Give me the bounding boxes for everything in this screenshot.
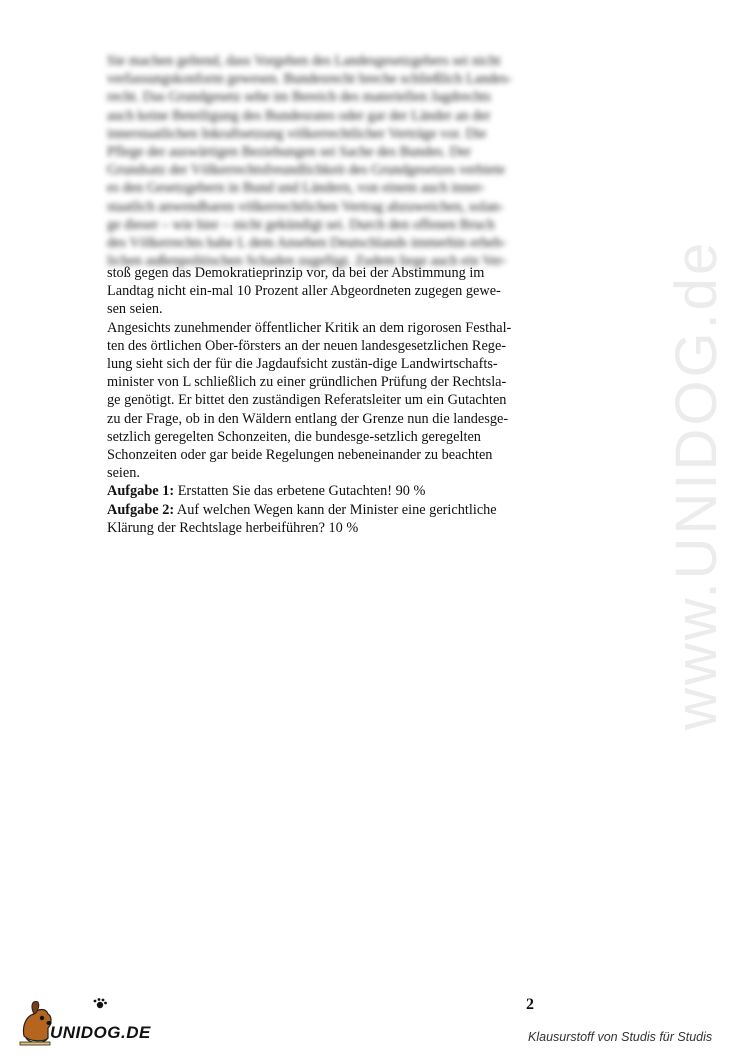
paragraph-line: minister von L schließlich zu einer gründlichen Prüfung der Rechtsla- [107,374,507,391]
document-body [107,264,537,537]
task-2-continued: Klärung der Rechtslage herbeiführen? 10 % [107,519,359,536]
footer-slogan: Klausurstoff von Studis für Studis [528,1030,713,1044]
task-2-label: Aufgabe 2: [107,501,175,518]
paragraph-line: ge genötigt. Er bittet den zuständigen Referatsleiter um ein Gutachten [107,392,507,409]
blurred-text-block: Sie machen geltend, dass Vorgehen des Landesgesetzgebers sei nicht verfassungskonform gewesen. Bundesrecht breche schließlich Landes- recht. Das Grundgesetz sehe im Bereich des materiellen Jagdrechts auch keine Beteiligung des Bundesrates oder gar der Länder an der innerstaatlichen Inkraftsetzung völkerrechtlicher Verträge vor. Die Pflege der auswärtigen Beziehungen sei Sache des Bundes. Der Grundsatz der Völkerrechtsfreundlichkeit des Grundgesetzes verbiete es den Gesetzgebern in Bund und Ländern, von einem auch inner- staatlich anwendbaren völkerrechtlichen Vertrag abzuweichen, solan- ge dieser – wie hier – nicht gekündigt sei. Durch den offenen Bruch des Völkerrechts habe L dem Ansehen Deutschlands immerhin erheb- lichen außenpolitischen Schaden zugefügt. Zudem liege auch ein Ver- [107,53,512,270]
dog-icon [20,1002,52,1045]
page-number: 2 [526,996,534,1013]
paragraph-line: ten des örtlichen Ober-försters an der neuen landesgesetzlichen Rege- [107,337,507,354]
task-1 [107,482,537,500]
paragraph-line: seien. [107,465,140,482]
paragraph-line: lung sieht sich der für die Jagdaufsicht zustän-dige Landwirtschafts- [107,356,498,373]
task-1-label: Aufgabe 1: [107,483,175,500]
paragraph-line: zu der Frage, ob in den Wäldern entlang der Grenze nun die landesge- [107,410,509,427]
task-1-text: Erstatten Sie das erbetene Gutachten! 90 % [174,483,426,500]
watermark: www.UNIDOG.de [664,239,729,730]
paragraph-line: Angesichts zunehmender öffentlicher Kritik an dem rigorosen Festhal- [107,319,512,336]
task-2-text: Auf welchen Wegen kann der Minister eine gerichtliche [174,501,497,518]
paragraph-line: Schonzeiten oder gar beide Regelungen nebeneinander zu beachten [107,447,493,464]
paragraph-line: Landtag nicht ein-mal 10 Prozent aller Abgeordneten zugegen gewe- [107,283,501,300]
paragraph-line: setzlich geregelten Schonzeiten, die bundesge-setzlich geregelten [107,428,481,445]
paragraph-lines [107,264,537,482]
paw-icon [94,998,107,1008]
paragraph-line: sen seien. [107,301,163,318]
paragraph-line: stoß gegen das Demokratieprinzip vor, da bei der Abstimmung im [107,265,485,281]
logo-text: UNIDOG.DE [50,1023,151,1042]
task-2 [107,501,537,519]
